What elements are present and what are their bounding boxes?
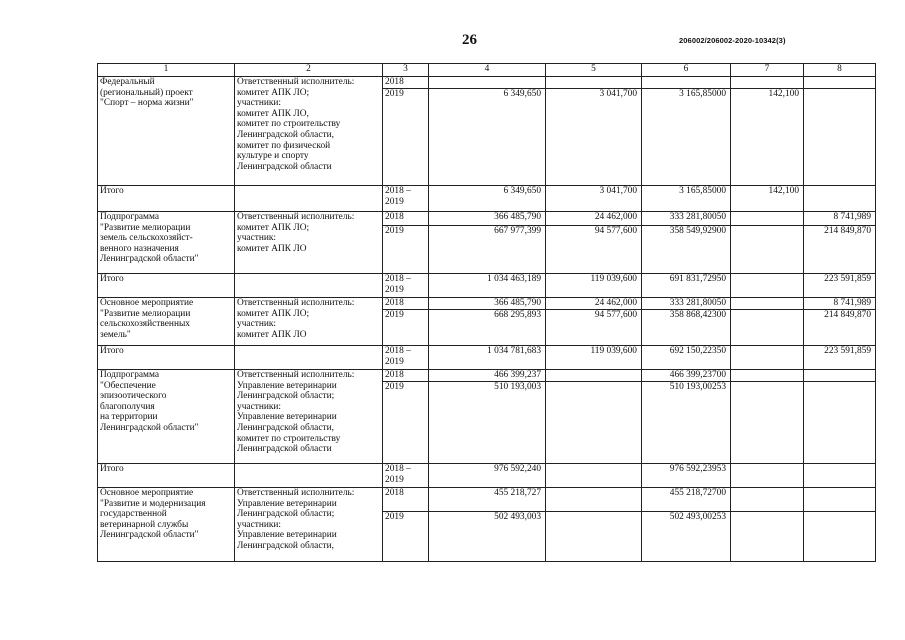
cell-line: Ленинградской области" xyxy=(100,254,199,265)
cell-line: на территории xyxy=(100,412,158,423)
value-cell-c8 xyxy=(804,464,876,488)
cell-line: Итого xyxy=(100,464,124,474)
column-header: 4 xyxy=(429,64,546,77)
executor-cell xyxy=(235,346,383,370)
cell-line: "Развитие мелиорации xyxy=(100,308,191,319)
cell-line: эпизоотического xyxy=(100,391,167,402)
cell-line: комитет АПК ЛО xyxy=(237,329,307,340)
program-name-cell xyxy=(98,212,235,274)
year-text: 2018 – xyxy=(385,274,411,284)
column-header: 6 xyxy=(642,64,731,77)
value-cell-c5: 3 041,700 xyxy=(546,186,642,212)
value-cell-c8 xyxy=(804,382,876,464)
program-name-cell xyxy=(98,274,235,298)
cell-line: Ответственный исполнитель: xyxy=(237,488,355,498)
value-cell-c8 xyxy=(804,89,876,186)
value-cell-c5 xyxy=(546,488,642,512)
column-header: 2 xyxy=(235,64,383,77)
value-cell-c5: 94 577,600 xyxy=(546,226,642,274)
year-text: 2019 xyxy=(385,284,404,295)
value-cell-c7 xyxy=(731,346,804,370)
year-text: 2018 – xyxy=(385,346,411,356)
year-cell xyxy=(383,212,429,226)
cell-line: сельскохозяйственных xyxy=(100,319,190,330)
executor-cell xyxy=(235,370,383,464)
cell-line: ветеринарной службы xyxy=(100,519,189,530)
value-cell-c4: 1 034 463,189 xyxy=(429,274,546,298)
table-row xyxy=(98,488,876,512)
column-header: 8 xyxy=(804,64,876,77)
cell-line: Ленинградской области" xyxy=(100,422,199,433)
program-name-cell xyxy=(98,370,235,464)
executor-cell xyxy=(235,212,383,274)
year-cell xyxy=(383,370,429,382)
cell-line: комитет АПК ЛО; xyxy=(237,308,310,319)
executor-cell xyxy=(235,464,383,488)
cell-line: участники: xyxy=(237,401,282,412)
value-cell-c6: 692 150,22350 xyxy=(642,346,731,370)
year-text: 2019 xyxy=(385,310,404,320)
value-cell-c4: 366 485,790 xyxy=(429,298,546,310)
cell-line: Управление ветеринарии xyxy=(237,498,337,509)
year-text: 2019 xyxy=(385,226,404,236)
executor-cell xyxy=(235,488,383,562)
year-text: 2018 xyxy=(385,77,404,87)
value-cell-c4: 466 399,237 xyxy=(429,370,546,382)
value-cell-c7 xyxy=(731,310,804,346)
value-cell-c4: 6 349,650 xyxy=(429,186,546,212)
cell-line: Ответственный исполнитель: xyxy=(237,370,355,380)
cell-line: Ленинградской области, xyxy=(237,422,334,433)
cell-line: Итого xyxy=(100,186,124,196)
value-cell-c7 xyxy=(731,464,804,488)
value-cell-c6: 3 165,85000 xyxy=(642,186,731,212)
cell-line: Основное мероприятие xyxy=(100,298,194,308)
value-cell-c7 xyxy=(731,370,804,382)
year-text: 2018 – xyxy=(385,186,411,196)
cell-line: культуре и спорту xyxy=(237,151,309,162)
cell-line: участники: xyxy=(237,519,282,530)
value-cell-c4: 510 193,003 xyxy=(429,382,546,464)
program-name-cell xyxy=(98,186,235,212)
year-cell xyxy=(383,77,429,89)
year-cell xyxy=(383,89,429,186)
value-cell-c5: 94 577,600 xyxy=(546,310,642,346)
cell-line: комитет АПК ЛО, xyxy=(237,108,309,119)
year-cell xyxy=(383,488,429,512)
column-header: 3 xyxy=(383,64,429,77)
value-cell-c5: 3 041,700 xyxy=(546,89,642,186)
year-cell xyxy=(383,186,429,212)
value-cell-c8: 223 591,859 xyxy=(804,346,876,370)
value-cell-c7 xyxy=(731,77,804,89)
year-text: 2019 xyxy=(385,474,404,485)
year-cell xyxy=(383,346,429,370)
cell-line: комитет АПК ЛО xyxy=(237,243,307,254)
year-cell xyxy=(383,310,429,346)
cell-line: Ленинградской области, xyxy=(237,129,334,140)
cell-line: благополучия xyxy=(100,401,155,412)
cell-line: комитет по физической xyxy=(237,140,331,151)
cell-line: Ленинградской области xyxy=(237,161,332,172)
cell-line: Основное мероприятие xyxy=(100,488,194,498)
cell-line: комитет АПК ЛО; xyxy=(237,87,310,98)
value-cell-c8 xyxy=(804,488,876,512)
year-text: 2018 xyxy=(385,370,404,380)
value-cell-c7: 142,100 xyxy=(731,89,804,186)
value-cell-c8 xyxy=(804,370,876,382)
value-cell-c4: 668 295,893 xyxy=(429,310,546,346)
value-cell-c5: 24 462,000 xyxy=(546,212,642,226)
total-row xyxy=(98,274,876,298)
value-cell-c5 xyxy=(546,464,642,488)
value-cell-c4: 366 485,790 xyxy=(429,212,546,226)
page-number: 26 xyxy=(462,32,477,48)
value-cell-c8: 214 849,870 xyxy=(804,310,876,346)
year-cell xyxy=(383,464,429,488)
table-row xyxy=(98,298,876,310)
value-cell-c8: 8 741,989 xyxy=(804,212,876,226)
budget-table xyxy=(97,63,876,562)
value-cell-c4: 976 592,240 xyxy=(429,464,546,488)
value-cell-c6: 976 592,23953 xyxy=(642,464,731,488)
value-cell-c7: 142,100 xyxy=(731,186,804,212)
cell-line: Ответственный исполнитель: xyxy=(237,77,355,87)
cell-line: Ленинградской области xyxy=(237,444,332,455)
cell-line: (региональный) проект xyxy=(100,87,193,98)
cell-line: Ленинградской области; xyxy=(237,509,335,520)
value-cell-c5: 24 462,000 xyxy=(546,298,642,310)
value-cell-c6: 510 193,00253 xyxy=(642,382,731,464)
value-cell-c6: 3 165,85000 xyxy=(642,89,731,186)
value-cell-c5 xyxy=(546,77,642,89)
value-cell-c8 xyxy=(804,512,876,562)
total-row xyxy=(98,464,876,488)
cell-line: участники: xyxy=(237,98,282,109)
value-cell-c6: 358 868,42300 xyxy=(642,310,731,346)
cell-line: венного назначения xyxy=(100,243,179,254)
cell-line: участник: xyxy=(237,319,277,330)
executor-cell xyxy=(235,298,383,346)
column-header: 5 xyxy=(546,64,642,77)
cell-line: комитет по строительству xyxy=(237,433,341,444)
executor-cell xyxy=(235,186,383,212)
cell-line: Управление ветеринарии xyxy=(237,530,337,541)
program-name-cell xyxy=(98,298,235,346)
total-row xyxy=(98,186,876,212)
table-row xyxy=(98,370,876,382)
value-cell-c5 xyxy=(546,370,642,382)
cell-line: Итого xyxy=(100,274,124,284)
value-cell-c5 xyxy=(546,382,642,464)
program-name-cell xyxy=(98,346,235,370)
value-cell-c5: 119 039,600 xyxy=(546,346,642,370)
value-cell-c5: 119 039,600 xyxy=(546,274,642,298)
year-text: 2019 xyxy=(385,512,404,522)
year-text: 2019 xyxy=(385,196,404,207)
cell-line: Управление ветеринарии xyxy=(237,412,337,423)
value-cell-c6 xyxy=(642,77,731,89)
value-cell-c8 xyxy=(804,186,876,212)
cell-line: Подпрограмма xyxy=(100,370,160,380)
value-cell-c8: 214 849,870 xyxy=(804,226,876,274)
cell-line: Ленинградской области, xyxy=(237,540,334,551)
executor-cell xyxy=(235,274,383,298)
value-cell-c7 xyxy=(731,274,804,298)
cell-line: "Развитие мелиорации xyxy=(100,222,191,233)
value-cell-c7 xyxy=(731,298,804,310)
value-cell-c8: 223 591,859 xyxy=(804,274,876,298)
value-cell-c7 xyxy=(731,226,804,274)
column-header: 1 xyxy=(98,64,235,77)
cell-line: "Обеспечение xyxy=(100,380,156,391)
value-cell-c6: 466 399,23700 xyxy=(642,370,731,382)
value-cell-c6: 502 493,00253 xyxy=(642,512,731,562)
year-cell xyxy=(383,226,429,274)
value-cell-c7 xyxy=(731,382,804,464)
year-text: 2018 – xyxy=(385,464,411,474)
value-cell-c5 xyxy=(546,512,642,562)
cell-line: Управление ветеринарии xyxy=(237,380,337,391)
value-cell-c8 xyxy=(804,77,876,89)
program-name-cell xyxy=(98,464,235,488)
year-text: 2019 xyxy=(385,382,404,392)
cell-line: земель сельскохозяйст- xyxy=(100,233,193,244)
value-cell-c7 xyxy=(731,488,804,512)
year-cell xyxy=(383,512,429,562)
table-row xyxy=(98,212,876,226)
year-text: 2019 xyxy=(385,89,404,99)
cell-line: "Развитие и модернизация xyxy=(100,498,206,509)
program-name-cell xyxy=(98,77,235,186)
value-cell-c6: 455 218,72700 xyxy=(642,488,731,512)
cell-line: Федеральный xyxy=(100,77,155,87)
value-cell-c7 xyxy=(731,212,804,226)
year-text: 2018 xyxy=(385,212,404,222)
cell-line: Ответственный исполнитель: xyxy=(237,298,355,308)
cell-line: Ответственный исполнитель: xyxy=(237,212,355,222)
header-row xyxy=(98,64,876,77)
value-cell-c4: 502 493,003 xyxy=(429,512,546,562)
value-cell-c6: 691 831,72950 xyxy=(642,274,731,298)
value-cell-c4: 1 034 781,683 xyxy=(429,346,546,370)
cell-line: Ленинградской области" xyxy=(100,530,199,541)
cell-line: Ленинградской области; xyxy=(237,391,335,402)
total-row xyxy=(98,346,876,370)
cell-line: участник: xyxy=(237,233,277,244)
value-cell-c6: 358 549,92900 xyxy=(642,226,731,274)
cell-line: государственной xyxy=(100,509,167,520)
table-body xyxy=(98,77,876,562)
value-cell-c4 xyxy=(429,77,546,89)
value-cell-c6: 333 281,80050 xyxy=(642,298,731,310)
cell-line: земель" xyxy=(100,329,131,340)
cell-line: "Спорт – норма жизни" xyxy=(100,98,194,109)
document-code: 206002/206002-2020-10342(3) xyxy=(679,36,786,45)
table-row xyxy=(98,77,876,89)
year-text: 2019 xyxy=(385,356,404,367)
year-cell xyxy=(383,274,429,298)
column-header: 7 xyxy=(731,64,804,77)
cell-line: Подпрограмма xyxy=(100,212,160,222)
cell-line: комитет по строительству xyxy=(237,119,341,130)
year-text: 2018 xyxy=(385,488,404,498)
cell-line: Итого xyxy=(100,346,124,356)
executor-cell xyxy=(235,77,383,186)
value-cell-c4: 455 218,727 xyxy=(429,488,546,512)
program-name-cell xyxy=(98,488,235,562)
value-cell-c4: 6 349,650 xyxy=(429,89,546,186)
value-cell-c8: 8 741,989 xyxy=(804,298,876,310)
year-cell xyxy=(383,298,429,310)
year-cell xyxy=(383,382,429,464)
value-cell-c4: 667 977,399 xyxy=(429,226,546,274)
value-cell-c6: 333 281,80050 xyxy=(642,212,731,226)
value-cell-c7 xyxy=(731,512,804,562)
year-text: 2018 xyxy=(385,298,404,308)
cell-line: комитет АПК ЛО; xyxy=(237,222,310,233)
